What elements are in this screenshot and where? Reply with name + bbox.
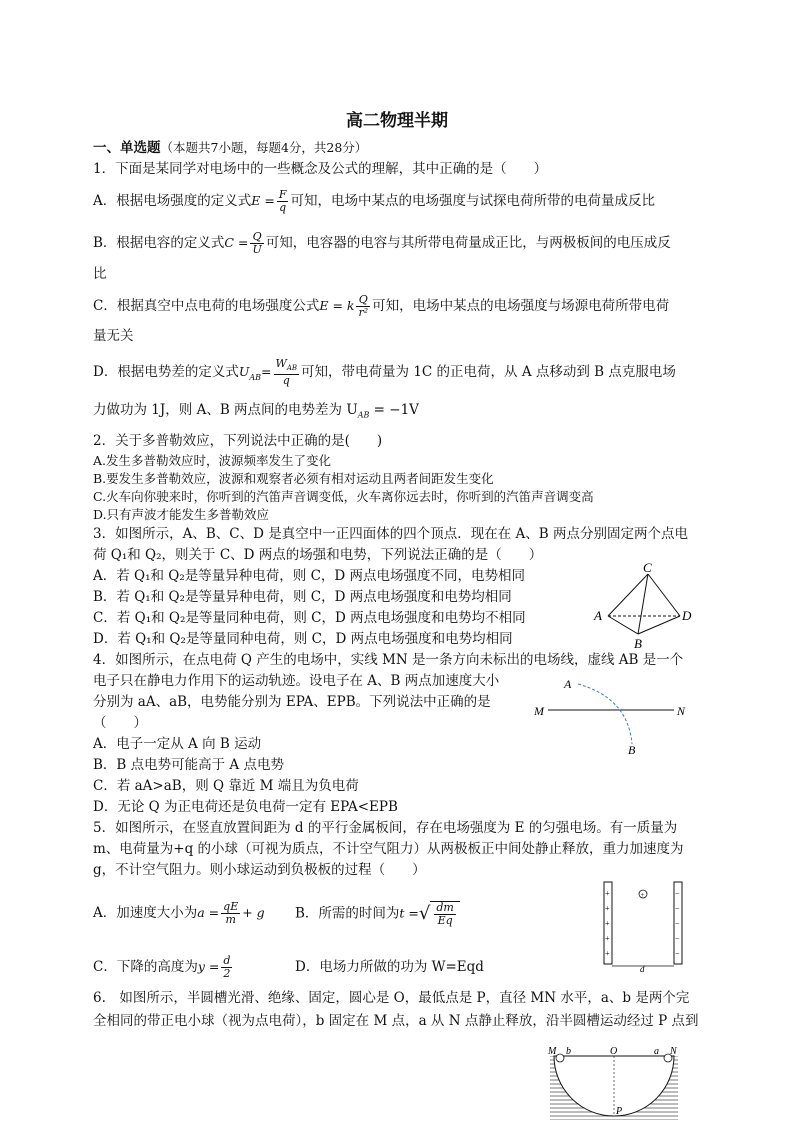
label-b: B (634, 636, 642, 651)
q1-d-eq2: = (261, 364, 272, 380)
q1-a-fraction (277, 189, 289, 214)
q5-b-num: dm (436, 901, 454, 914)
q1-b-den: U (252, 243, 262, 256)
label-a: A (594, 608, 602, 623)
q6-stem-1: 6. 如图所示，半圆槽光滑、绝缘、固定，圆心是 O，最低点是 P，直径 MN 水平，a、b 是两个完 (93, 990, 690, 1006)
q1-option-d (93, 358, 676, 388)
plus-sign-1: + (605, 889, 610, 898)
q5-a-eq: a = (197, 905, 220, 920)
q3-stem-2: 荷 Q₁和 Q₂，则关于 C、D 两点的场强和电势，下列说法正确的是（ ） (93, 547, 543, 563)
plus-sign-4: + (605, 934, 610, 943)
plus-sign-2: + (605, 904, 610, 913)
q2-option-a: A.发生多普勒效应时，波源频率发生了变化 (93, 453, 332, 468)
label-a: A (564, 677, 572, 691)
plus-sign-3: + (605, 919, 610, 928)
minus-sign-3: − (675, 919, 680, 928)
q4-stem-3: 分别为 aA、aB，电势能分别为 EPA、EPB。下列说法中正确的是 (93, 694, 491, 710)
label-o: O (610, 1046, 618, 1057)
q1-a-post: 可知，电场中某点的电场强度与试探电荷所带的电荷量成反比 (290, 193, 655, 209)
q1-d-cont-text: 力做功为 1J，则 A、B 两点间的电势差为 U (93, 402, 358, 418)
q5-c-eq: y = (197, 959, 220, 974)
q1-d-post: 可知，带电荷量为 1C 的正电荷，从 A 点移动到 B 点克服电场 (301, 364, 676, 381)
q1-a-num: F (278, 188, 287, 201)
q5-a-pre: A．加速度大小为 (93, 905, 198, 921)
label-n: N (677, 704, 686, 718)
q1-d-sub: AB (249, 372, 262, 382)
q5-a-num: qE (223, 900, 239, 913)
semicircle-trough-figure (538, 1042, 688, 1120)
q5-b-radicand (430, 901, 459, 927)
q2-option-d: D.只有声波才能发生多普勒效应 (93, 507, 270, 522)
q5-option-b (295, 901, 460, 927)
q1-option-c (93, 294, 669, 319)
q1-c-eq: E = k (319, 298, 355, 313)
minus-sign-4: − (675, 934, 680, 943)
q2-option-b: B.要发生多普勒效应，波源和观察者必须有相对运动且两者间距发生变化 (93, 471, 494, 486)
q1-d-num-sub: AB (286, 364, 298, 373)
label-p: P (616, 1106, 623, 1117)
q5-option-c (93, 955, 234, 980)
label-d: D (682, 608, 692, 623)
q1-d-pre: D．根据电势差的定义式 (93, 364, 239, 381)
q1-d-cont (93, 400, 419, 426)
q1-b-num: Q (250, 231, 263, 244)
q5-c-num: d (223, 954, 231, 967)
q3-option-c: C．若 Q₁和 Q₂是等量同种电荷，则 C，D 两点电场强度和电势均不相同 (93, 610, 526, 626)
label-a: a (654, 1046, 659, 1057)
q5-stem-1: 5．如图所示，在竖直放置间距为 d 的平行金属板间，存在电场强度为 E 的匀强电场。有一质量为 (93, 820, 678, 836)
q5-c-fraction (221, 955, 232, 980)
q1-option-b (93, 231, 671, 256)
q3-option-d: D．若 Q₁和 Q₂是等量同种电荷，则 C，D 两点电场强度和电势均相同 (93, 631, 513, 647)
q5-b-eq: t = (399, 905, 419, 921)
q5-c-pre: C．下降的高度为 (93, 959, 198, 975)
q3-option-a: A．若 Q₁和 Q₂是等量异种电荷，则 C，D 两点电场强度不同，电势相同 (93, 568, 526, 584)
minus-sign-5: − (675, 949, 680, 958)
parallel-plates-figure (596, 878, 692, 974)
q1-c-num: Q (356, 294, 370, 307)
label-c: C (643, 560, 652, 575)
q1-a-pre: A．根据电场强度的定义式 (93, 193, 252, 209)
edge-cd (648, 574, 680, 616)
edge-ab (608, 616, 638, 634)
q1-b-pre: B．根据电容的定义式 (93, 235, 225, 251)
plus-sign-5: + (605, 949, 610, 958)
q1-stem: 1．下面是某同学对电场中的一些概念及公式的理解，其中正确的是（ ） (93, 161, 548, 177)
q1-a-den: q (279, 201, 287, 214)
label-b: B (628, 743, 636, 756)
q1-option-a (93, 189, 655, 214)
q1-b-fraction (250, 231, 263, 256)
q2-option-c: C.火车向你驶来时，你听到的汽笛声音调变低，火车离你远去时，你听到的汽笛声音调变高 (93, 489, 594, 504)
label-d: d (640, 964, 645, 974)
minus-sign-1: − (675, 889, 680, 898)
q1-c-fraction (356, 294, 370, 319)
label-b: b (566, 1046, 571, 1057)
q1-d-fraction (274, 358, 300, 387)
trajectory-ab (578, 684, 632, 744)
q1-d-eq: U (238, 364, 250, 380)
q5-stem-3: g，不计空气阻力。则小球运动到负极板的过程（ ） (93, 862, 426, 878)
ball-b (556, 1054, 564, 1062)
q1-a-eq: E = (251, 193, 275, 208)
q4-option-d: D．无论 Q 为正电荷还是负电荷一定有 EPA<EPB (93, 799, 398, 815)
label-n: N (670, 1046, 677, 1057)
section-note: （本题共7小题，每题4分，共28分） (160, 140, 368, 155)
q1-b-cont: 比 (93, 266, 107, 282)
q6-stem-2: 全相同的带正电小球（视为点电荷），b 固定在 M 点，a 从 N 点静止释放，沿半圆槽运动经过 P 点到 (93, 1013, 699, 1029)
q1-d-num (274, 358, 300, 375)
q5-b-fraction (434, 902, 455, 927)
q4-stem-2: 电子只在静电力作用下的运动轨迹。设电子在 A、B 两点加速度大小 (93, 673, 500, 689)
q1-d-num-w: W (275, 357, 287, 370)
q5-stem-2: m、电荷量为+q 的小球（可视为质点，不计空气阻力）从两极板正中间处静止释放，重力加速度为 (93, 841, 684, 857)
sqrt-symbol: √ (418, 903, 431, 924)
q4-stem-1: 4．如图所示，在点电荷 Q 产生的电场中，实线 MN 是一条方向未标出的电场线，虚线 AB 是一个 (93, 652, 684, 668)
q1-b-eq: C = (224, 235, 249, 250)
q3-stem-1: 3．如图所示，A、B、C、D 是真空中一正四面体的四个顶点．现在在 A、B 两点分别固定两个点电 (93, 526, 688, 542)
label-m: M (548, 1046, 557, 1057)
tetrahedron-figure (588, 560, 698, 652)
q1-d-cont-sub: AB (357, 410, 370, 420)
q1-d-den: q (282, 374, 290, 388)
section-heading (93, 138, 367, 158)
q4-option-a: A．电子一定从 A 向 B 运动 (93, 736, 262, 752)
q1-c-post: 可知，电场中某点的电场强度与场源电荷所带电荷 (372, 298, 670, 314)
q1-b-post: 可知，电容器的电容与其所带电荷量成正比，与两极板间的电压成反 (265, 235, 671, 251)
q1-c-pre: C．根据真空中点电荷的电场强度公式 (93, 298, 320, 314)
section-label: 一、单选题 (93, 140, 161, 156)
q1-d-cont-end: = −1V (369, 402, 419, 418)
q1-c-cont: 量无关 (93, 328, 134, 344)
q5-a-fraction (221, 901, 240, 926)
q2-stem: 2．关于多普勒效应，下列说法中正确的是( ) (93, 433, 383, 449)
q4-stem-4: （ ） (93, 715, 147, 731)
minus-sign-2: − (675, 904, 680, 913)
edge-db (638, 616, 680, 634)
q5-b-pre: B．所需的时间为 (295, 905, 400, 922)
label-m: M (534, 704, 544, 718)
q5-option-a (93, 901, 265, 926)
q5-a-den: m (225, 913, 236, 926)
q5-b-den: Eq (437, 914, 453, 927)
q4-option-c: C．若 aA>aB，则 Q 靠近 M 端且为负电荷 (93, 778, 359, 794)
q5-c-den: 2 (223, 967, 231, 980)
q1-c-den: r² (358, 306, 369, 319)
q4-option-b: B．B 点电势可能高于 A 点电势 (93, 757, 284, 773)
ball-charge: + (640, 891, 645, 899)
page-title: 高二物理半期 (346, 111, 448, 131)
field-line-figure (528, 676, 698, 756)
q3-option-b: B．若 Q₁和 Q₂是等量异种电荷，则 C，D 两点电场强度和电势均相同 (93, 589, 512, 605)
q5-a-post: + g (242, 905, 265, 920)
q5-option-d: D．电场力所做的功为 W=Eqd (295, 959, 484, 975)
